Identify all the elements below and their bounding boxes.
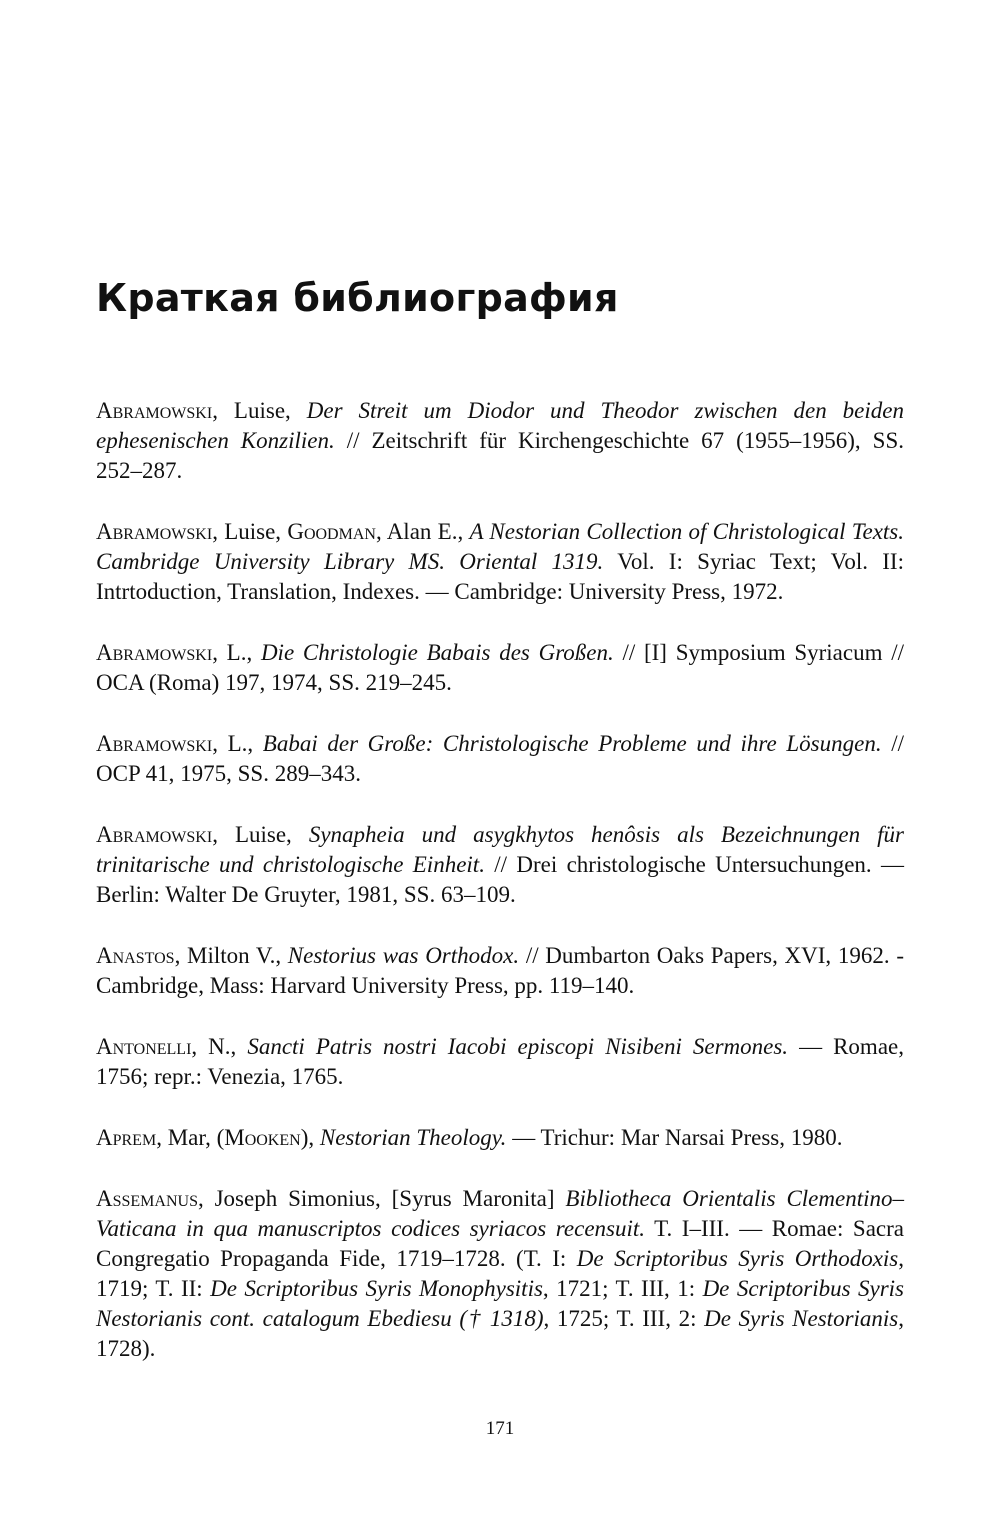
work-title: De Scriptoribus Syris Nestorianis cont. catalogum Ebediesu († 1318) — [96, 1276, 904, 1331]
bibliography-entry — [96, 729, 904, 789]
entry-text: // Dumbarton Oaks Papers, XVI, 1962. - Cambridge, Mass: Harvard University Press, pp. 119–140. — [96, 943, 904, 998]
work-title: Nestorius was Orthodox. — [287, 943, 520, 968]
author-name: Mooken — [224, 1125, 301, 1150]
author-name: Abramowski — [96, 731, 213, 756]
entry-text: , 1728). — [96, 1306, 905, 1361]
bibliography-entry — [96, 1184, 904, 1364]
entry-text: // Drei christologische Untersuchungen. — Berlin: Walter De Gruyter, 1981, SS. 63–109. — [96, 852, 905, 907]
entry-text: , 1725; T. III, 2: — [543, 1306, 705, 1331]
entry-text: // OCP 41, 1975, SS. 289–343. — [96, 731, 904, 786]
bibliography-entry — [96, 941, 904, 1001]
page-heading: Краткая библиография — [96, 276, 619, 320]
entry-text: , Luise, — [212, 398, 307, 423]
work-title: Die Christologie Babais des Großen. — [260, 640, 614, 665]
bibliography-entry — [96, 1123, 904, 1153]
bibliography-entry — [96, 1032, 904, 1092]
author-name: Goodman — [287, 519, 376, 544]
entry-text: , Joseph Simonius, [Syrus Maronita] — [197, 1186, 566, 1211]
bibliography-entry — [96, 396, 904, 486]
work-title: De Syris Nestorianis — [704, 1306, 899, 1331]
author-name: Assemanus — [96, 1186, 198, 1211]
work-title: De Scriptoribus Syris Orthodoxis — [576, 1246, 899, 1271]
entry-text: , 1721; T. III, 1: — [542, 1276, 703, 1301]
author-name: Abramowski — [96, 519, 213, 544]
entry-text: // Zeitschrift für Kirchengeschichte 67 (1955–1956), SS. 252–287. — [96, 428, 904, 483]
work-title: Nestorian Theology. — [319, 1125, 507, 1150]
author-name: Abramowski — [96, 640, 213, 665]
bibliography-entry — [96, 820, 904, 910]
work-title: Sancti Patris nostri Iacobi episcopi Nisibeni Sermones. — [247, 1034, 789, 1059]
work-title: Der Streit um Diodor und Theodor zwischen den beiden ephesenischen Konzilien. — [96, 398, 904, 453]
author-name: Abramowski — [96, 822, 213, 847]
entry-text: Vol. I: Syriac Text; Vol. II: Intrtoduction, Translation, Indexes. — Cambridge: University Press, 1972. — [96, 549, 904, 604]
entry-text: , Alan E., — [375, 519, 470, 544]
author-name: Abramowski — [96, 398, 213, 423]
author-name: Anastos — [96, 943, 175, 968]
author-name: Antonelli — [96, 1034, 192, 1059]
page-number: 171 — [485, 1418, 515, 1439]
bibliography-list — [96, 396, 904, 1395]
work-title: Bibliotheca Orientalis Clementino–Vaticana in qua manuscriptos codices syriacos recensuit. — [96, 1186, 904, 1241]
entry-text: , L., — [212, 731, 263, 756]
entry-text: // [I] Symposium Syriacum // OCA (Roma) 197, 1974, SS. 219–245. — [96, 640, 904, 695]
bibliography-entry — [96, 638, 904, 698]
work-title: De Scriptoribus Syris Monophysitis — [210, 1276, 543, 1301]
work-title: Synapheia und asygkhytos henôsis als Bezeichnungen für trinitarische und christologische Einheit. — [96, 822, 904, 877]
author-name: Aprem — [96, 1125, 157, 1150]
entry-text: , N., — [191, 1034, 248, 1059]
entry-text: , 1719; T. II: — [96, 1246, 904, 1301]
entry-text: , Mar, ( — [156, 1125, 225, 1150]
entry-text: , Milton V., — [174, 943, 288, 968]
work-title: Babai der Große: Christologische Probleme und ihre Lösungen. — [262, 731, 882, 756]
entry-text: — Trichur: Mar Narsai Press, 1980. — [506, 1125, 843, 1150]
bibliography-entry — [96, 517, 904, 607]
entry-text: T. I–III. — Romae: Sacra Congregatio Propaganda Fide, 1719–1728. (T. I: — [96, 1216, 904, 1271]
entry-text: — Romae, 1756; repr.: Venezia, 1765. — [96, 1034, 904, 1089]
entry-text: , L., — [212, 640, 261, 665]
entry-text: , Luise, — [212, 822, 309, 847]
entry-text: , Luise, — [212, 519, 288, 544]
work-title: A Nestorian Collection of Christological Texts. Cambridge University Library MS. Oriental 1319. — [96, 519, 904, 574]
entry-text: ), — [300, 1125, 320, 1150]
